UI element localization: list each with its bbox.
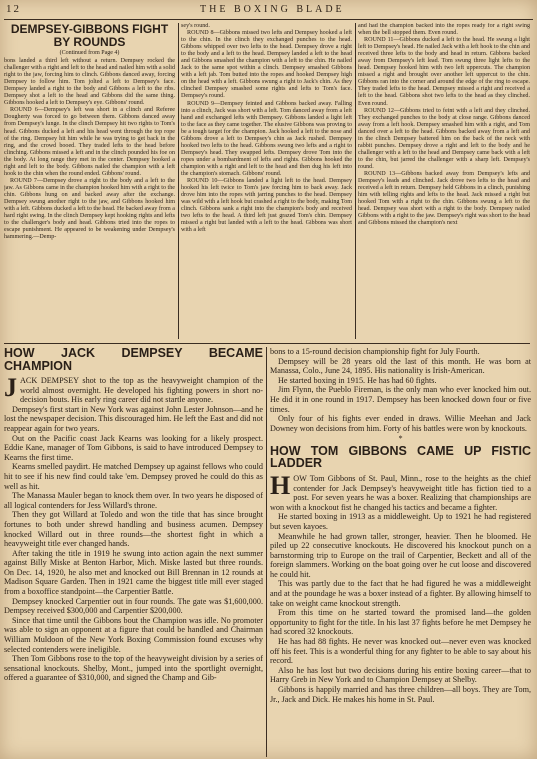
champion-continuation: Jim Flynn, the Pueblo Fireman, is the only man who ever knocked him out. He did it in one round in 1917. Dempsey has been knocked down four or five times. (270, 385, 531, 414)
fight-paragraph: ROUND 10—Gibbons landed a light left to the head. Dempsey hooked his left twice to Tom's jaw forcing him to back away. Jack drove him into the ropes with jarring punches to the head. Dempsey was wild with a left hook but crashed a right to the body, making Tom clinch. Gibbons sank a right into the champion's body and received two lefts to the head. A third left just grazed Tom's chin. Dempsey missed a right but landed with a left to the head. Gibbons was short with a left (181, 178, 352, 234)
page-number: 12 (6, 3, 21, 15)
fight-paragraph: ROUND 9—Dempsey feinted and Gibbons backed away. Falling into a clinch, Jack was short with a left. Tom danced away from a left hand and exchanged lefts with Dempsey. Gibbons landed a light left to the face as they came together. The elusive Gibbons was proving to be a tough target for the champion. Jack hooked a left to the nose and Gibbons drove a left to Dempsey's chin as Jack rushed. Dempsey hooked two lefts to the head. Gibbons swung two lefts and a right to Dempsey's head. They swapped lefts. Dempsey drove Tom into the ropes under a bombardment of lefts and rights. Gibbons hooked the champion with a right and left to the head and then dug his left into the champion's stomach. Gibbons' round. (181, 100, 352, 177)
gibbons-paragraph: Also he has lost but two decisions during his entire boxing career—that to Harry Greb in New York and to Champion Dempsey at Shelby. (270, 665, 531, 685)
fight-paragraph: ROUND 6—Dempsey's left was short in a clinch and Referee Dougherty was forced to go between them. Gibbons danced away from Dempsey's lunge. In the clinch Dempsey hit two rights to Tom's head. Gibbons ducked a left and his head went through the top rope of the ring. Dempsey hit him while he was trying to get back in the ring, and the crowd booed. They traded lefts to the head before clinching. Gibbons missed a left and in the clinch pounded his foe on the body. At long range they met in the center. Dempsey hooked a right and left to the body. Gibbons nailed the champion with a left hook to the chin when the round ended. Gibbons' round. (4, 107, 175, 177)
fight-column-1 (4, 23, 175, 341)
separator-star: * (398, 434, 403, 444)
gibbons-dropcap: H (270, 470, 291, 500)
magazine-title: THE BOXING BLADE (200, 4, 345, 15)
fight-paragraph: ROUND 13—Gibbons backed away from Dempsey's lefts and Dempsey's leads and clinched. Jack drove two lefts to the head and received a left in return. Dempsey held Gibbons in a clinch, punishing him with telling rights and lefts to the head. Jack missed a right but hooked Tom with a right to the chin. Gibbons swung a left to the head. Dempsey was short with a right to the body. Dempsey nailed Gibbons with a right to the jaw. Dempsey's right was short to the head and Gibbons missed the champion's next (358, 170, 530, 227)
champion-continuation: bons to a 15-round decision championship fight for July Fourth. (270, 347, 480, 356)
gibbons-paragraph: Gibbons is happily married and has three children—all boys. They are Tom, Jr., Jack and Dick. He makes his home in St. Paul. (270, 685, 531, 704)
gibbons-headline: HOW TOM GIBBONS CAME UP FISTIC LADDER (270, 443, 531, 471)
fight-paragraph: and had the champion backed into the ropes ready for a right swing when the bell stopped them. Even round. (358, 23, 530, 37)
champion-paragraph: ACK DEMPSEY shot to the top as the heavyweight champion of the world almost overnight. He developed his fighting powers in short no-decision bouts. His early ring career did not startle anyone. (20, 376, 263, 405)
fight-paragraph: ROUND 11—Gibbons ducked a left to the head. He swung a light left to Dempsey's head. He nailed Jack with a left hook to the chin and received three lefts to the body and head in return. Gibbons backed away from Dempsey's left lead. Tom swung three light lefts to the head. Dempsey hooked him with two left uppercuts. The champion missed a right and brought over another left uppercut to the chin. Gibbons ran into the corner and around the edge of the ring to escape. They traded lefts to the head. Dempsey missed a right and received a left to the head. Gibbons shot two lefts to the head as they clinched. Even round. (358, 37, 530, 107)
champion-headline: HOW JACK DEMPSEY BECAME CHAMPION (4, 347, 263, 373)
section-divider (4, 343, 530, 344)
champion-dropcap: J (4, 373, 17, 402)
gibbons-paragraph: From this time on he started toward the promised land—the golden opportunity to fight for the title. In his last 37 fights before he met Dempsey he had scored 32 knockouts. (270, 608, 531, 637)
fight-paragraph: sey's round. (181, 23, 210, 29)
column-divider (266, 347, 267, 757)
gibbons-paragraph: This was partly due to the fact that he had figured he was a middleweight and at the poundage he was a boxer instead of a fighter. By allowing himself to take on weight came knockout strength. (270, 579, 531, 608)
champion-paragraph: Kearns smelled paydirt. He matched Dempsey up against fellows who could hit to see if his new find could take 'em. Dempsey proved he could do this as well as hit. (4, 462, 263, 491)
column-divider (355, 23, 356, 339)
gibbons-paragraph: He has had 88 fights. He never was knocked out—never even was knocked off his feet. This is a wonderful thing for any fighter to be able to say about his record. (270, 637, 531, 666)
fight-paragraph: ROUND 8—Gibbons missed two lefts and Dempsey hooked a left to the chin. In the clinch they exchanged punches to the head. Gibbons whipped over two lefts to the head. Dempsey drove a right to the body and a left to the head. Dempsey landed a left to the head and Gibbons smashed the champion with a left to the chin. He nailed Jack to the same spot within a clinch. Dempsey smashed Gibbons with a left jab. Tom butted into the ropes and hooked Dempsey high on the head with a left. Gibbons swung a right to Jack's chin. As they clinched Dempsey smashed some rights and lefts to Tom's face. Dempsey's round. (181, 30, 352, 100)
champion-continuation: He started boxing in 1915. He has had 60 fights. (278, 375, 437, 385)
gibbons-paragraph: OW Tom Gibbons of St. Paul, Minn., rose to the heights as the chief contender for Jack Dempsey's heavyweight title has fiction tied to a post. For seven years he was a boxer. Realizing that championships are won with a knockout fist he changed his tactics and became a fighter. (270, 473, 531, 512)
page-header (0, 0, 537, 20)
champion-paragraph: Since that time until the Gibbons bout the Champion was idle. No promoter was able to sign an opponent at a figure that could be handled and Chairman William Muldoon of the New York Boxing Commission found excuses why selected contenders were ineligible. (4, 615, 263, 654)
continued-note: (Continued from Page 4) (59, 50, 120, 56)
fight-paragraph: bons landed a third left without a return. Dempsey rocked the challenger with a right and left to the head and nailed him with a solid right to the jaw, forcing him to clinch. Gibbons danced away, forcing Dempsey to follow him. Tom jolted a left to Dempsey's face. Dempsey landed a right to the body and Gibbons a left to the ribs. Dempsey shot a left to the head and Gibbons did the same thing. Gibbons hooked a left to Dempsey's eye. Gibbons' round. (4, 58, 175, 107)
champion-paragraph: After taking the title in 1919 he swung into action again the next summer against Billy Miske at Benton Harbor, Mich. Miske lasted but three rounds. On Dec. 14, 1920, he also met and knocked out Bill Brennan in 12 rounds at Madison Square Garden. Then in 1921 came the biggest title mill ever staged from a boxoffice standpoint—the Carpentier Battle. (4, 548, 263, 597)
champion-paragraph: Then they got Willard at Toledo and won the title that has since brought fortunes to both under shrewd handling and business acumen. Dempsey knocked Willard out in three rounds—the shortest fight in which a heavyweight title ever changed hands. (4, 510, 263, 549)
champion-continuation: Dempsey will be 28 years old the last of this month. He was born at Manassa, Colo., June 24, 1895. His nationality is Irish-American. (270, 356, 531, 376)
fight-paragraph: ROUND 7—Dempsey drove a right to the body and a left to the jaw. As Gibbons came in the champion hooked him with a right to the chin. Gibbons hung on and backed away after the exchange. Dempsey swung another right to the jaw, and Gibbons hooked him with a left. Gibbons ducked a left to the head. He backed away from a hard right swing. In the clinch Dempsey kept hooking rights and lefts to the challenger's body and head. Gibbons tried into the ropes to escape punishment. He appeared to be weakening under Dempsey's hammering.—Demp- (4, 177, 175, 241)
gibbons-paragraph: He started boxing in 1913 as a middleweight. Up to 1921 he had registered but seven kayoes. (270, 512, 531, 531)
fight-paragraph: ROUND 12—Gibbons tried to feint with a left and they clinched. They exchanged punches to the body at close range. Gibbons danced away from a left hook. Dempsey smashed him with a right, and Tom danced over a left to the head. Gibbons backed away from a left and in the clinch Dempsey battered him on the back of the neck with rabbit punches. Dempsey drove a right and left to the body and he challenger with a left to the head and Dempsey came back with a left to the chin, but jarred the challenger with a sharp left. Dempsey's round. (358, 107, 530, 170)
champion-paragraph: Dempsey's first start in New York was against John Lester Johnson—and he lost the newspaper decision. This discouraged him. He left the East and did not reappear again for two years. (4, 404, 263, 433)
column-divider (178, 23, 179, 339)
champion-continuation: Only four of his fights ever ended in draws. Willie Meehan and Jack Downey won decisions from him. Forty of his battles were won by knockouts. (270, 414, 531, 433)
fight-column-3 (358, 23, 530, 341)
header-rule (4, 19, 533, 20)
fight-headline: DEMPSEY-GIBBONS FIGHT BY ROUNDS (10, 23, 169, 49)
fight-column-2 (181, 23, 352, 341)
champion-story-column (4, 347, 263, 757)
champion-paragraph: Out on the Pacific coast Jack Kearns was looking for a likely prospect. Eddie Kane, manager of Tom Gibbons, is said to have introduced Dempsey to Kearns the first time. (4, 433, 263, 462)
champion-paragraph: The Manassa Mauler began to knock them over. In two years he disposed of all logical contenders for Jess Willard's throne. (4, 491, 263, 510)
gibbons-paragraph: Meanwhile he had grown taller, stronger, heavier. Then he bloomed. He piled up 22 consecutive knockouts. He discovered his knockout punch on a barnstorming trip to Europe on the trail of Carpentier, Beckett and all of the foreign slammers. Working on the boat going over he cut loose and discovered he could hit. (270, 531, 531, 579)
champion-paragraph: Dempsey knocked Carpentier out in four rounds. The gate was $1,600,000. Dempsey received $300,000 and Carpentier $200,000. (4, 596, 263, 616)
champion-paragraph: Then Tom Gibbons rose to the top of the heavyweight division by a series of sensational knockouts. Shelby, Mont., jumped into the sportlight overnight, offered a guarantee of $310,000, and signed the Champ and Gib- (4, 654, 263, 683)
right-lower-column (270, 347, 531, 757)
